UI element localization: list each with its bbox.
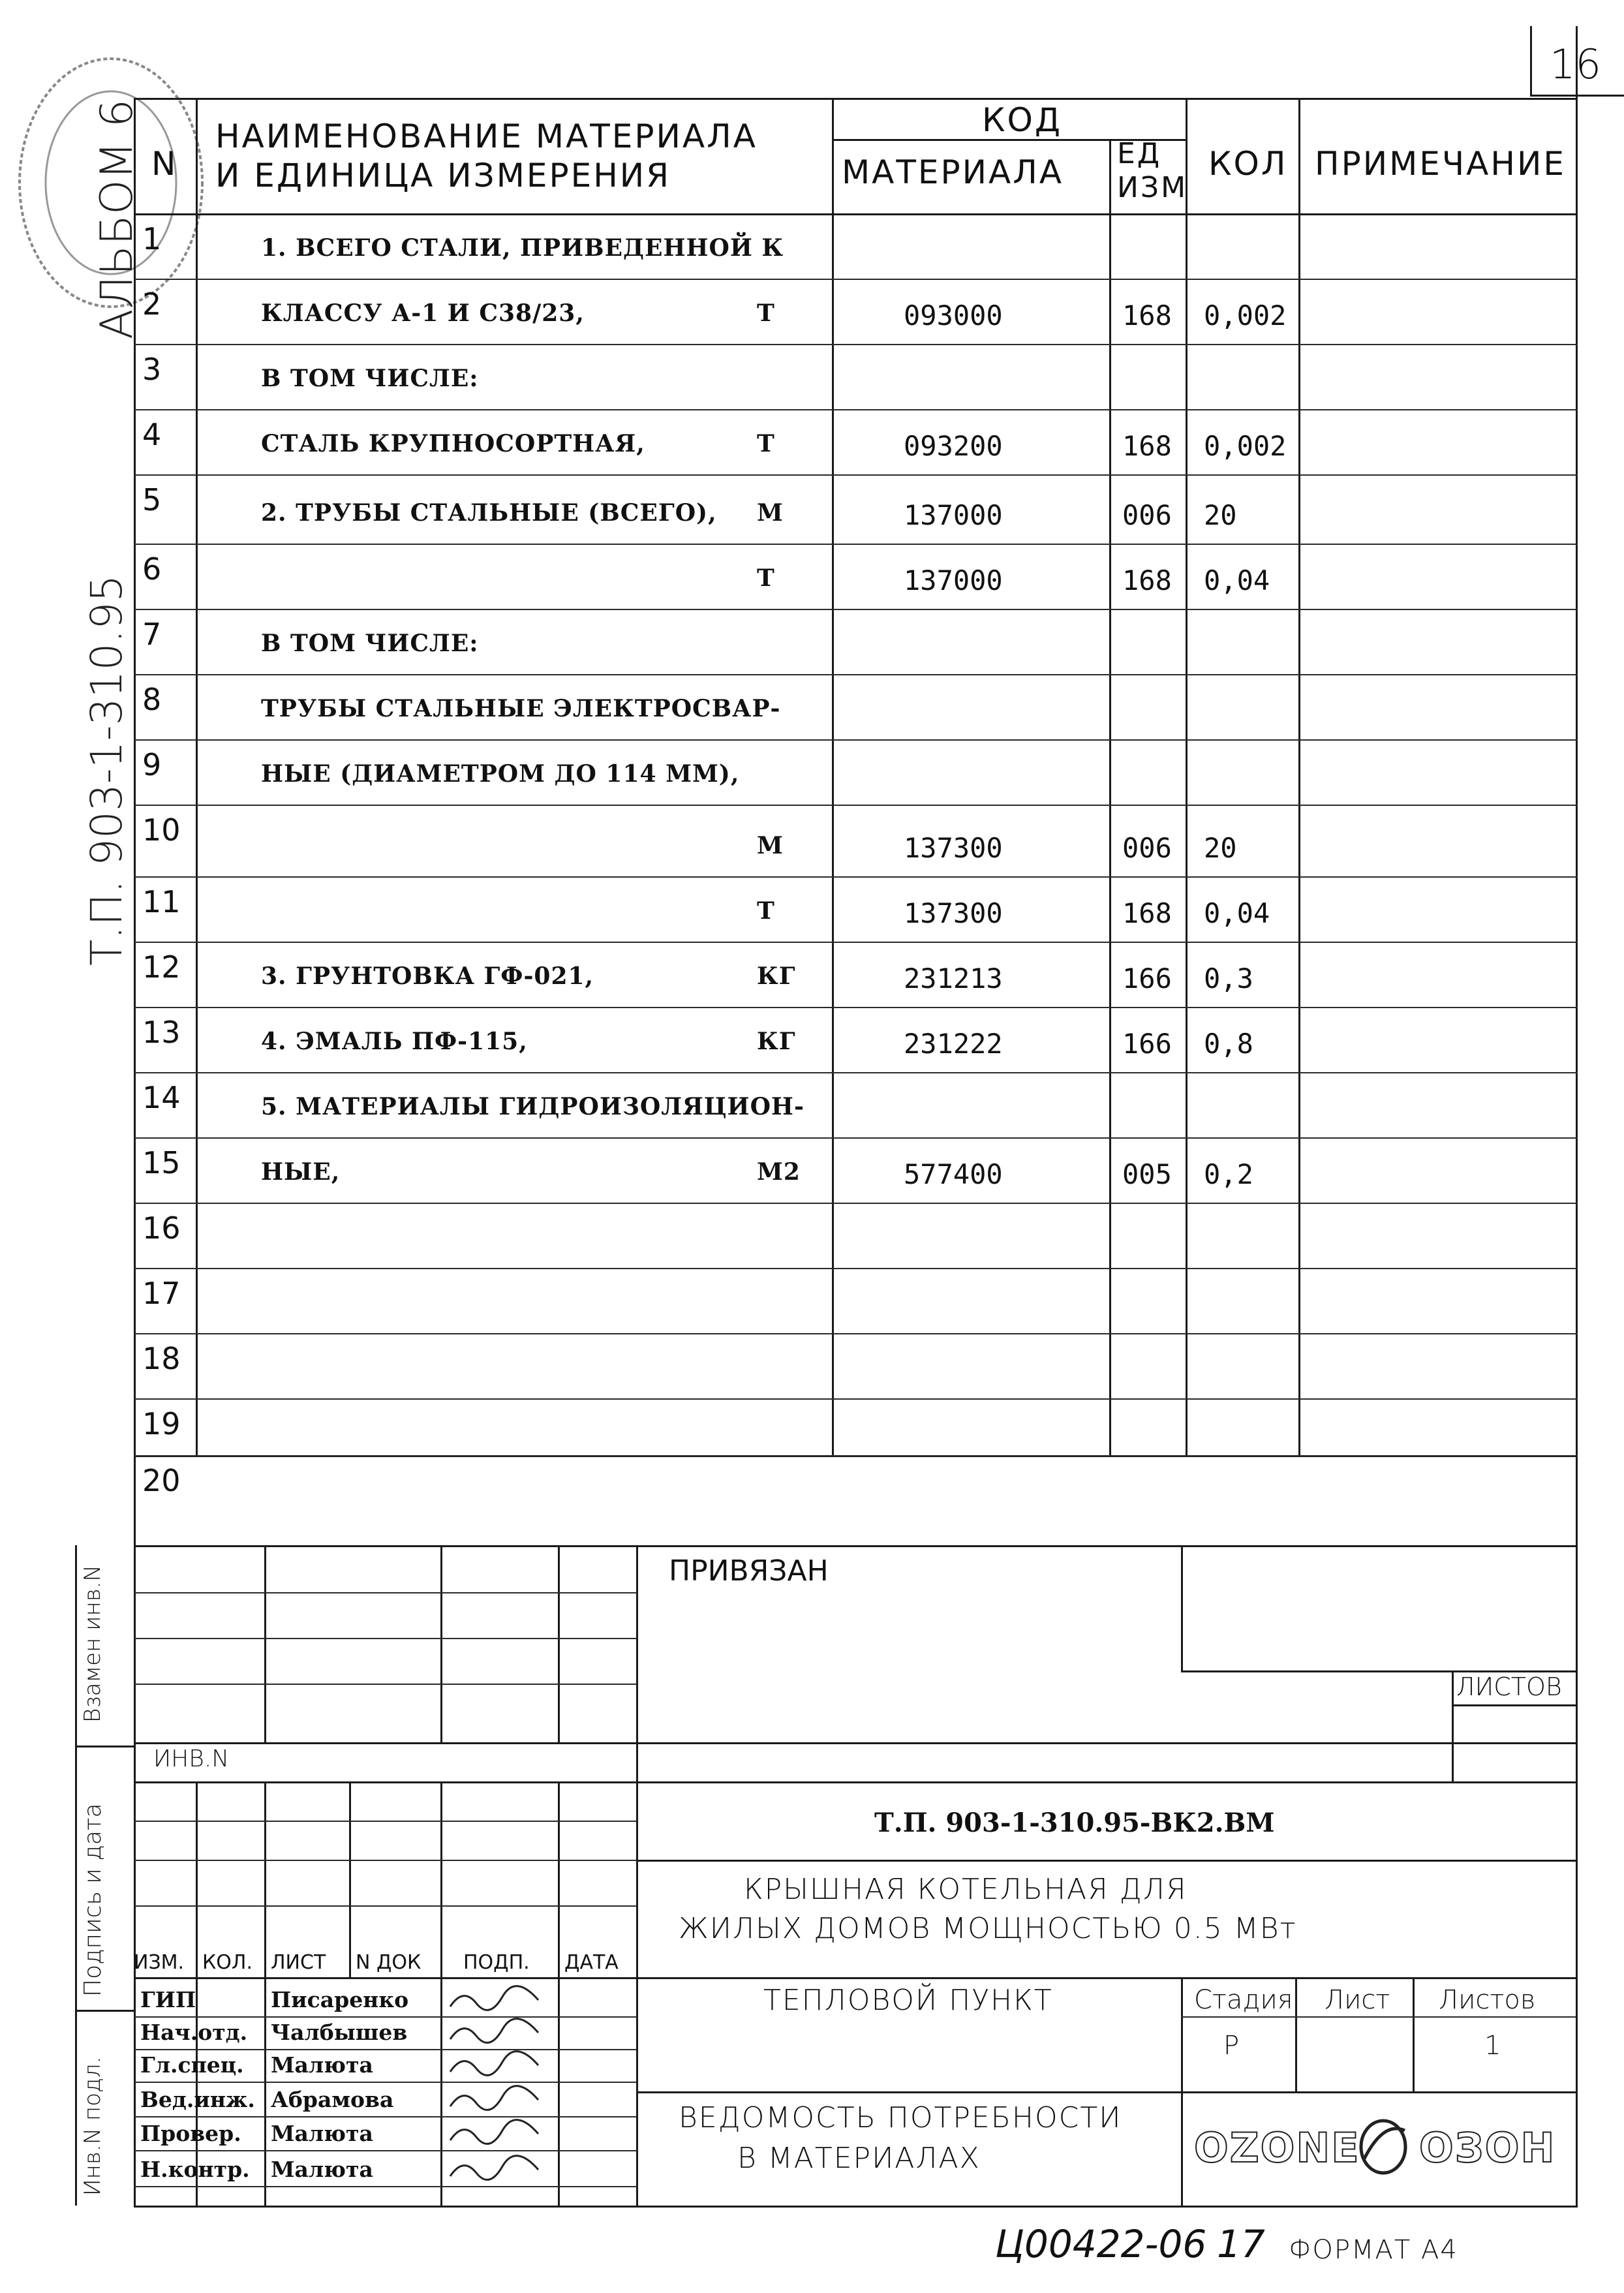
row-description: 4. ЭМАЛЬ ПФ-115,	[261, 1028, 528, 1055]
person-name: Писаренко	[271, 1987, 409, 2012]
row-unit-code: 168	[1122, 300, 1172, 331]
person-role: Гл.спец.	[140, 2052, 244, 2078]
row-separator	[134, 609, 1578, 610]
person-role: Нач.отд.	[140, 2020, 248, 2045]
row-number: 15	[142, 1145, 181, 1180]
row-code: 231213	[904, 962, 1003, 994]
inv-line	[134, 1742, 1578, 1744]
row-code: 093200	[904, 430, 1003, 462]
listov-top-label: ЛИСТОВ	[1456, 1672, 1562, 1701]
row-qty: 0,04	[1204, 897, 1270, 929]
row-number: 8	[142, 682, 162, 717]
people-row-line	[134, 2116, 636, 2117]
side-stamp-sep1	[75, 1746, 134, 1747]
row-description: В ТОМ ЧИСЛЕ:	[261, 630, 479, 657]
row-qty: 20	[1204, 832, 1237, 864]
row-qty: 0,8	[1204, 1028, 1253, 1060]
side-stamp-sep2	[75, 2010, 134, 2012]
row-code: 137300	[904, 832, 1003, 864]
footer-num: 17	[1217, 2222, 1265, 2266]
row-number: 17	[142, 1276, 181, 1311]
header-name-line1: НАИМЕНОВАНИЕ МАТЕРИАЛА	[215, 117, 758, 155]
sheets-value: 1	[1484, 2031, 1501, 2061]
row-separator	[134, 1333, 1578, 1334]
row-separator	[134, 805, 1578, 806]
people-row-line	[134, 2186, 636, 2187]
stamp-bottom	[134, 2206, 1578, 2208]
header-material: МАТЕРИАЛА	[842, 153, 1064, 191]
sheet-title-line1: ВЕДОМОСТЬ ПОТРЕБНОСТИ	[679, 2101, 1122, 2134]
row-number: 4	[142, 417, 162, 452]
logo-left: OZONE	[1194, 2124, 1360, 2172]
row-unit-code: 168	[1122, 430, 1172, 462]
signature-scribble	[447, 2084, 545, 2116]
row-qty: 0,002	[1204, 300, 1287, 331]
row-number: 10	[142, 812, 181, 848]
col-kol: КОЛ.	[202, 1951, 253, 1974]
names-header-bottom	[134, 1977, 1578, 1979]
row-separator	[134, 279, 1578, 280]
row-unit: Т	[757, 897, 775, 925]
row-unit-code: 006	[1122, 832, 1172, 864]
col-izm: ИЗМ.	[134, 1951, 185, 1974]
row-unit-code: 168	[1122, 564, 1172, 596]
row-separator	[134, 876, 1578, 878]
header-code: КОД	[982, 101, 1062, 139]
row-number: 20	[142, 1463, 181, 1498]
privyazan-divider	[1181, 1545, 1183, 1670]
album-label: АЛЬБОМ 6	[91, 99, 143, 339]
row-separator	[134, 1203, 1578, 1204]
row-qty: 20	[1204, 499, 1237, 531]
person-role: Н.контр.	[140, 2157, 250, 2182]
col-podp: ПОДП.	[463, 1951, 530, 1974]
row-separator	[134, 942, 1578, 943]
row-separator	[134, 1268, 1578, 1269]
row-number: 1	[142, 221, 162, 256]
people-row-line	[134, 2082, 636, 2083]
row-unit-code: 166	[1122, 1028, 1172, 1060]
sheet-number: 16	[1550, 40, 1601, 88]
row-number: 18	[142, 1341, 181, 1376]
lower-grid-h2	[134, 1860, 636, 1861]
stage-divider-3	[1413, 1977, 1415, 2091]
col-list: ЛИСТ	[271, 1951, 326, 1974]
stage-label: Стадия	[1194, 1985, 1293, 2015]
row-number: 12	[142, 949, 181, 985]
row-unit-code: 005	[1122, 1158, 1172, 1190]
lower-grid-h1	[134, 1821, 636, 1822]
row-number: 13	[142, 1015, 181, 1050]
sheets-label: Листов	[1439, 1985, 1536, 2015]
lower-grid-v2	[264, 1781, 266, 2206]
row-separator	[134, 1007, 1578, 1008]
row-separator	[134, 409, 1578, 410]
row-unit: Т	[757, 430, 775, 457]
stamp-top	[134, 1545, 1578, 1547]
row-number: 7	[142, 617, 162, 652]
row-qty: 0,2	[1204, 1158, 1253, 1190]
col-unit-divider	[1186, 98, 1187, 1455]
side-podpis: Подпись и дата	[80, 1803, 106, 1997]
header-n: N	[151, 145, 178, 183]
row-description: НЫЕ (ДИАМЕТРОМ ДО 114 ММ),	[261, 760, 740, 788]
row-number: 9	[142, 747, 162, 782]
section-label: ТЕПЛОВОЙ ПУНКТ	[763, 1984, 1053, 2017]
sheet-label: Лист	[1325, 1985, 1390, 2015]
row-number: 11	[142, 884, 181, 919]
side-stamp-left	[75, 1545, 77, 2206]
lower-grid-v4	[440, 1781, 442, 2206]
row-number: 16	[142, 1210, 181, 1246]
signature-scribble	[447, 2049, 545, 2082]
row-description: ТРУБЫ СТАЛЬНЫЕ ЭЛЕКТРОСВАР-	[261, 695, 781, 722]
sheet-title-top	[636, 2091, 1578, 2093]
doc-code-bottom	[636, 1860, 1578, 1862]
row-code: 231222	[904, 1028, 1003, 1060]
col-qty-divider	[1298, 98, 1300, 1455]
row-code: 137000	[904, 499, 1003, 531]
row-qty: 0,04	[1204, 564, 1270, 596]
row-separator	[134, 1455, 1578, 1456]
row-number: 19	[142, 1406, 181, 1441]
logo-globe-icon	[1354, 2114, 1413, 2179]
people-row-line	[134, 2049, 636, 2050]
signature-scribble	[447, 2016, 545, 2049]
row-unit-code: 166	[1122, 962, 1172, 994]
row-description: КЛАССУ А-1 И С38/23,	[261, 300, 585, 327]
table-top	[134, 98, 1578, 100]
row-number: 14	[142, 1080, 181, 1115]
side-zamen: Взамен инв.N	[80, 1565, 106, 1723]
row-separator	[134, 1072, 1578, 1073]
row-code: 093000	[904, 300, 1003, 331]
side-inv-podl: Инв.N подл.	[80, 2056, 106, 2196]
frame-right	[1576, 26, 1578, 2206]
col-data: ДАТА	[564, 1951, 619, 1974]
signature-scribble	[447, 1984, 545, 2016]
people-row-line	[134, 2150, 636, 2151]
header-note: ПРИМЕЧАНИЕ	[1315, 145, 1566, 183]
footer-format: ФОРМАТ А4	[1289, 2235, 1458, 2265]
listov-top-divider	[1452, 1670, 1454, 1781]
frame-left	[134, 98, 136, 2206]
row-description: 5. МАТЕРИАЛЫ ГИДРОИЗОЛЯЦИОН-	[261, 1093, 804, 1120]
row-qty: 0,3	[1204, 962, 1253, 994]
header-qty: КОЛ	[1208, 145, 1288, 183]
title-line2: ЖИЛЫХ ДОМОВ МОЩНОСТЬЮ 0.5 МВт	[679, 1912, 1297, 1945]
row-unit: М	[757, 832, 784, 859]
upper-grid-v1	[264, 1545, 266, 1742]
row-separator	[134, 344, 1578, 345]
people-row-line	[134, 2016, 636, 2018]
project-code-vertical: Т.П. 903-1-310.95	[82, 574, 132, 966]
inv-bottom-line	[134, 1781, 636, 1783]
header-name-line2: И ЕДИНИЦА ИЗМЕРЕНИЯ	[215, 157, 671, 194]
row-description: СТАЛЬ КРУПНОСОРТНАЯ,	[261, 430, 645, 457]
sheet-number-box-left	[1530, 26, 1532, 97]
row-description: 3. ГРУНТОВКА ГФ-021,	[261, 962, 594, 990]
title-line1: КРЫШНАЯ КОТЕЛЬНАЯ ДЛЯ	[744, 1873, 1187, 1906]
stage-divider-2	[1295, 1977, 1297, 2091]
footer-code: Ц00422-06	[995, 2222, 1207, 2266]
row-unit: М	[757, 499, 784, 527]
lower-grid-h3	[134, 1905, 636, 1907]
person-name: Малюта	[271, 2121, 373, 2146]
row-number: 6	[142, 551, 162, 587]
person-name: Чалбышев	[271, 2020, 408, 2045]
logo-right: ОЗОН	[1419, 2124, 1556, 2172]
person-name: Малюта	[271, 2157, 373, 2182]
stamp-mid-divider	[636, 1545, 638, 2206]
row-separator	[134, 1398, 1578, 1400]
row-unit: КГ	[757, 1028, 796, 1055]
col-code-divider	[1109, 140, 1111, 1455]
inv-n-label: ИНВ.N	[153, 1746, 230, 1772]
col-name-divider	[832, 98, 834, 1455]
privyazan-label: ПРИВЯЗАН	[669, 1554, 829, 1588]
row-separator	[134, 674, 1578, 675]
row-separator	[134, 474, 1578, 476]
row-unit: КГ	[757, 962, 796, 990]
person-name: Абрамова	[271, 2087, 394, 2112]
row-unit-code: 006	[1122, 499, 1172, 531]
row-description: В ТОМ ЧИСЛЕ:	[261, 365, 479, 392]
row-number: 2	[142, 286, 162, 322]
ozone-logo	[1194, 2111, 1566, 2183]
listov-top-line	[1452, 1704, 1576, 1706]
header-bottom	[134, 213, 1578, 215]
person-role: Провер.	[140, 2121, 241, 2146]
row-description: НЫЕ,	[261, 1158, 341, 1186]
row-unit: Т	[757, 564, 775, 592]
stage-value: Р	[1223, 2031, 1240, 2061]
doc-code: Т.П. 903-1-310.95-ВК2.ВМ	[874, 1808, 1275, 1838]
row-separator	[134, 544, 1578, 545]
upper-grid-h3	[134, 1684, 636, 1685]
upper-grid-v3	[558, 1545, 560, 1742]
row-number: 5	[142, 482, 162, 517]
col-n-divider	[196, 98, 198, 1455]
upper-grid-h2	[134, 1638, 636, 1639]
person-role: Вед.инж.	[140, 2087, 255, 2112]
row-unit: М2	[757, 1158, 801, 1186]
row-unit-code: 168	[1122, 897, 1172, 929]
person-name: Малюта	[271, 2052, 373, 2078]
row-code: 137000	[904, 564, 1003, 596]
doc-code-top	[636, 1781, 1578, 1783]
stage-header-line	[1181, 2016, 1576, 2018]
row-unit: Т	[757, 300, 775, 327]
row-separator	[134, 739, 1578, 741]
col-ndok: N ДОК	[356, 1951, 421, 1974]
row-description: 2. ТРУБЫ СТАЛЬНЫЕ (ВСЕГО),	[261, 499, 717, 527]
row-code: 577400	[904, 1158, 1003, 1190]
header-unit-line2: ИЗМ	[1117, 171, 1188, 204]
lower-grid-v5	[558, 1781, 560, 2206]
sheet-title-line2: В МАТЕРИАЛАХ	[737, 2142, 981, 2175]
upper-grid-h1	[134, 1592, 636, 1593]
row-qty: 0,002	[1204, 430, 1287, 462]
signature-scribble	[447, 2117, 545, 2150]
header-unit-line1: ЕД	[1117, 137, 1162, 170]
signature-scribble	[447, 2153, 545, 2186]
row-code: 137300	[904, 897, 1003, 929]
row-number: 3	[142, 352, 162, 387]
upper-grid-v2	[440, 1545, 442, 1742]
lower-grid-v3	[349, 1781, 351, 1977]
person-role: ГИП	[140, 1987, 196, 2012]
row-separator	[134, 1137, 1578, 1139]
row-description: 1. ВСЕГО СТАЛИ, ПРИВЕДЕННОЙ К	[261, 234, 784, 262]
